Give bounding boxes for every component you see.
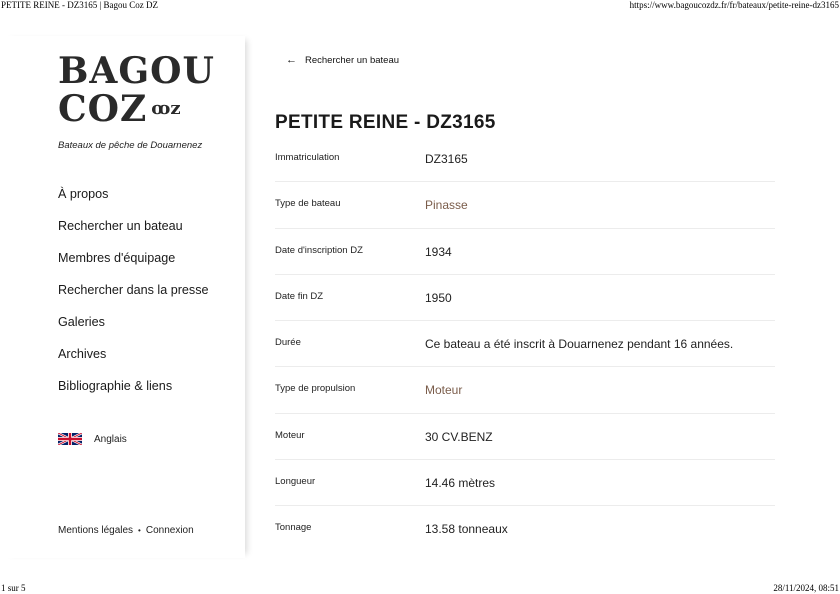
logo-line-2-text: COZ	[58, 88, 148, 130]
print-header	[0, 0, 840, 10]
detail-label: Longueur	[275, 476, 316, 488]
detail-row-date-fin	[275, 275, 775, 321]
sidebar	[0, 36, 245, 558]
logo-mark: ꝏz	[151, 98, 181, 119]
arrow-left-icon: ←	[286, 54, 297, 66]
boat-details	[275, 136, 775, 552]
print-page-title: PETITE REINE - DZ3165 | Bagou Coz DZ	[1, 0, 159, 10]
page-title: PETITE REINE - DZ3165	[275, 111, 496, 133]
print-footer	[0, 583, 840, 593]
detail-label: Durée	[275, 337, 301, 349]
detail-row-duree	[275, 321, 775, 367]
nav-item-a-propos[interactable]: À propos	[58, 187, 109, 201]
detail-label: Date d'inscription DZ	[275, 244, 363, 256]
site-tagline: Bateaux de pêche de Douarnenez	[58, 140, 203, 151]
nav-item-rechercher-bateau[interactable]: Rechercher un bateau	[58, 219, 183, 233]
detail-row-type-propulsion	[275, 367, 775, 413]
detail-value: Ce bateau a été inscrit à Douarnenez pendant 16 années.	[425, 337, 734, 352]
propulsion-type-link[interactable]: Moteur	[425, 383, 463, 398]
language-label: Anglais	[94, 433, 127, 445]
print-timestamp: 28/11/2024, 08:51	[773, 583, 839, 593]
print-page-url: https://www.bagoucozdz.fr/fr/bateaux/petite-reine-dz3165	[629, 0, 839, 10]
logo-line-1: BAGOU	[58, 50, 215, 92]
nav-item-rechercher-presse[interactable]: Rechercher dans la presse	[58, 283, 209, 297]
nav-item-membres-equipage[interactable]: Membres d'équipage	[58, 251, 176, 265]
nav-item-bibliographie[interactable]: Bibliographie & liens	[58, 379, 173, 393]
detail-row-immatriculation	[275, 136, 775, 182]
detail-label: Type de propulsion	[275, 383, 356, 395]
back-to-search-link[interactable]	[286, 54, 399, 66]
detail-row-date-inscription	[275, 229, 775, 275]
detail-value: 14.46 mètres	[425, 476, 496, 491]
detail-label: Moteur	[275, 429, 305, 441]
language-switch[interactable]	[58, 433, 127, 445]
login-link[interactable]: Connexion	[145, 525, 194, 536]
back-link-label: Rechercher un bateau	[305, 55, 400, 66]
detail-value: DZ3165	[425, 152, 468, 166]
legal-notice-link[interactable]: Mentions légales	[58, 525, 134, 536]
detail-row-longueur	[275, 460, 775, 506]
detail-row-moteur	[275, 414, 775, 460]
main-nav	[58, 184, 209, 408]
footer-separator: •	[138, 526, 141, 535]
boat-type-link[interactable]: Pinasse	[425, 198, 468, 213]
nav-item-galeries[interactable]: Galeries	[58, 315, 105, 329]
uk-flag-icon	[58, 433, 82, 445]
detail-row-type-bateau	[275, 182, 775, 228]
logo-line-2	[58, 90, 218, 128]
detail-value: 30 CV.BENZ	[425, 429, 493, 444]
detail-label: Immatriculation	[275, 152, 340, 163]
detail-label: Tonnage	[275, 522, 312, 534]
detail-value: 13.58 tonneaux	[425, 522, 508, 537]
detail-row-tonnage	[275, 506, 775, 551]
nav-item-archives[interactable]: Archives	[58, 347, 107, 361]
site-logo[interactable]	[58, 52, 218, 132]
sidebar-footer-links	[58, 525, 194, 536]
detail-label: Type de bateau	[275, 198, 341, 210]
print-page-number: 1 sur 5	[1, 583, 26, 593]
detail-value: 1950	[425, 290, 452, 305]
detail-value: 1934	[425, 244, 452, 259]
detail-label: Date fin DZ	[275, 290, 324, 302]
